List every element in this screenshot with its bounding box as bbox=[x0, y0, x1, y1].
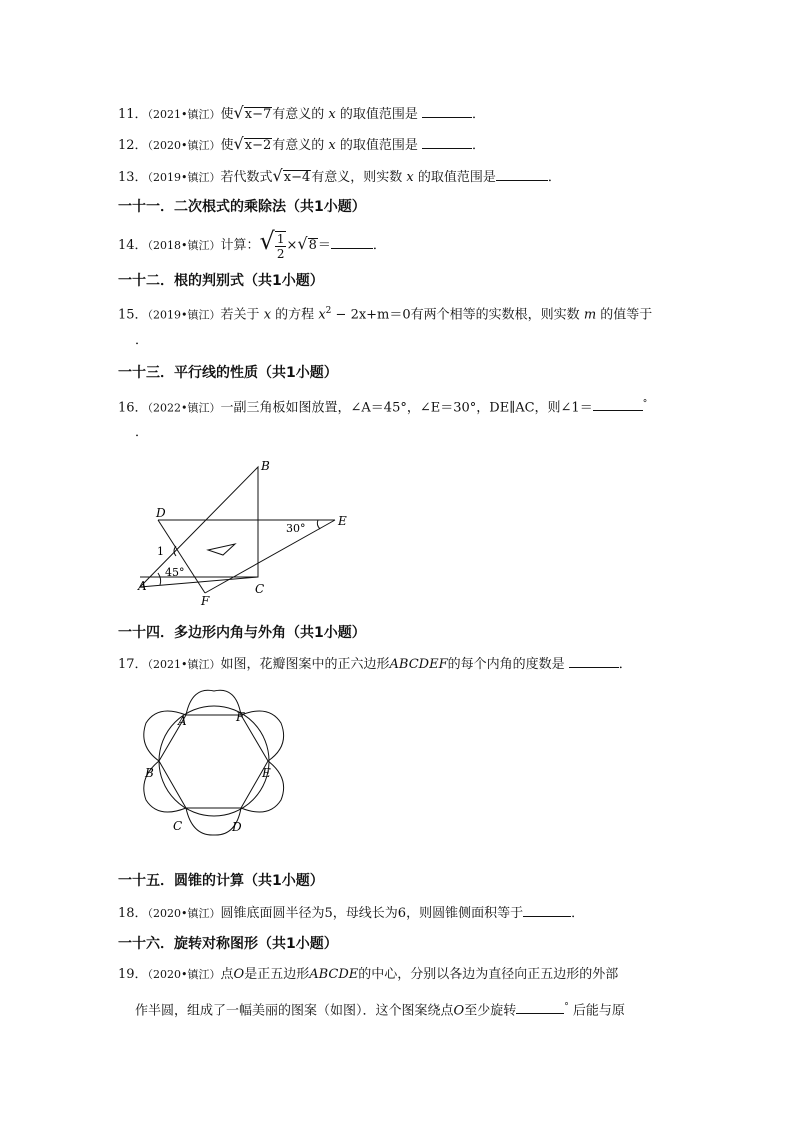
question-15: 15．（2019•镇江）若关于 x 的方程 $x^2 - 2x+m=0$有两个相等的实数根，则实数 m 的值等于 bbox=[118, 306, 653, 323]
label-A: A bbox=[138, 579, 147, 593]
answer-blank-19[interactable] bbox=[516, 1001, 564, 1014]
section-heading-11: 一十一．二次根式的乘除法（共1小题） bbox=[118, 199, 366, 215]
section-heading-15: 一十五．圆锥的计算（共1小题） bbox=[118, 873, 324, 889]
petal-upper-right bbox=[241, 711, 284, 761]
question-11: 11．（2021•镇江）使√x−7有意义的 x 的取值范围是 ． bbox=[118, 103, 486, 122]
petal-top bbox=[186, 690, 241, 715]
angle-30-arc bbox=[317, 520, 320, 529]
label-C: C bbox=[255, 582, 265, 596]
label-B: B bbox=[261, 459, 270, 473]
question-17: 17．（2021•镇江）如图，花瓣图案中的正六边形ABCDEF的每个内角的度数是 ． bbox=[118, 657, 632, 672]
answer-blank-11[interactable] bbox=[422, 105, 472, 118]
circumcircle bbox=[159, 706, 269, 816]
answer-blank-17[interactable] bbox=[569, 655, 619, 668]
label-45-deg: 45° bbox=[165, 566, 185, 579]
label-E: E bbox=[262, 766, 271, 780]
label-B: B bbox=[145, 766, 154, 780]
label-F: F bbox=[236, 710, 245, 724]
triangle-45-edge bbox=[140, 467, 258, 587]
answer-blank-16[interactable] bbox=[593, 398, 643, 411]
section-heading-14: 一十四．多边形内角与外角（共1小题） bbox=[118, 625, 366, 641]
label-F: F bbox=[201, 594, 210, 608]
answer-blank-13[interactable] bbox=[496, 168, 548, 181]
section-heading-16: 一十六．旋转对称图形（共1小题） bbox=[118, 936, 338, 952]
section-heading-12: 一十二．根的判别式（共1小题） bbox=[118, 273, 324, 289]
question-16-cont: ． bbox=[135, 425, 149, 440]
triangle-figure bbox=[130, 455, 360, 610]
inner-triangle bbox=[208, 544, 235, 555]
label-30-deg: 30° bbox=[286, 522, 306, 535]
question-19-cont: 作半圆，组成了一幅美丽的图案（如图）．这个图案绕点O至少旋转 ° 后能与原 bbox=[135, 1002, 625, 1019]
question-15-cont: ． bbox=[135, 333, 149, 348]
question-14: 14．（2018•镇江）计算：√ $\frac{1}{2}$ ×√8＝ ． bbox=[118, 227, 386, 261]
answer-blank-18[interactable] bbox=[523, 904, 571, 917]
answer-blank-14[interactable] bbox=[331, 236, 373, 249]
line-AC bbox=[140, 577, 258, 587]
label-D: D bbox=[232, 820, 242, 834]
question-16: 16．（2022•镇江）一副三角板如图放置，∠A＝45°，∠E＝30°，DE∥AC，则∠1＝ ° bbox=[118, 399, 648, 416]
line-FE bbox=[205, 520, 335, 593]
question-19: 19．（2020•镇江）点O是正五边形ABCDE的中心，分别以各边为直径向正五边形的外部 bbox=[118, 967, 619, 982]
label-angle-1: 1 bbox=[157, 545, 164, 558]
petal-hexagon-figure bbox=[137, 688, 292, 838]
angle-45-arc bbox=[158, 573, 161, 585]
section-heading-13: 一十三．平行线的性质（共1小题） bbox=[118, 365, 338, 381]
question-13: 13．（2019•镇江）若代数式√x−4有意义，则实数 x 的取值范围是 ． bbox=[118, 166, 561, 185]
question-12: 12．（2020•镇江）使√x−2有意义的 x 的取值范围是 ． bbox=[118, 134, 486, 153]
label-A: A bbox=[178, 714, 187, 728]
question-18: 18．（2020•镇江）圆锥底面圆半径为5，母线长为6，则圆锥侧面积等于 ． bbox=[118, 906, 585, 921]
hexagon-ABCDEF bbox=[159, 715, 268, 808]
label-E: E bbox=[338, 514, 347, 528]
answer-blank-12[interactable] bbox=[422, 136, 472, 149]
label-D: D bbox=[156, 506, 166, 520]
label-C: C bbox=[173, 819, 183, 833]
